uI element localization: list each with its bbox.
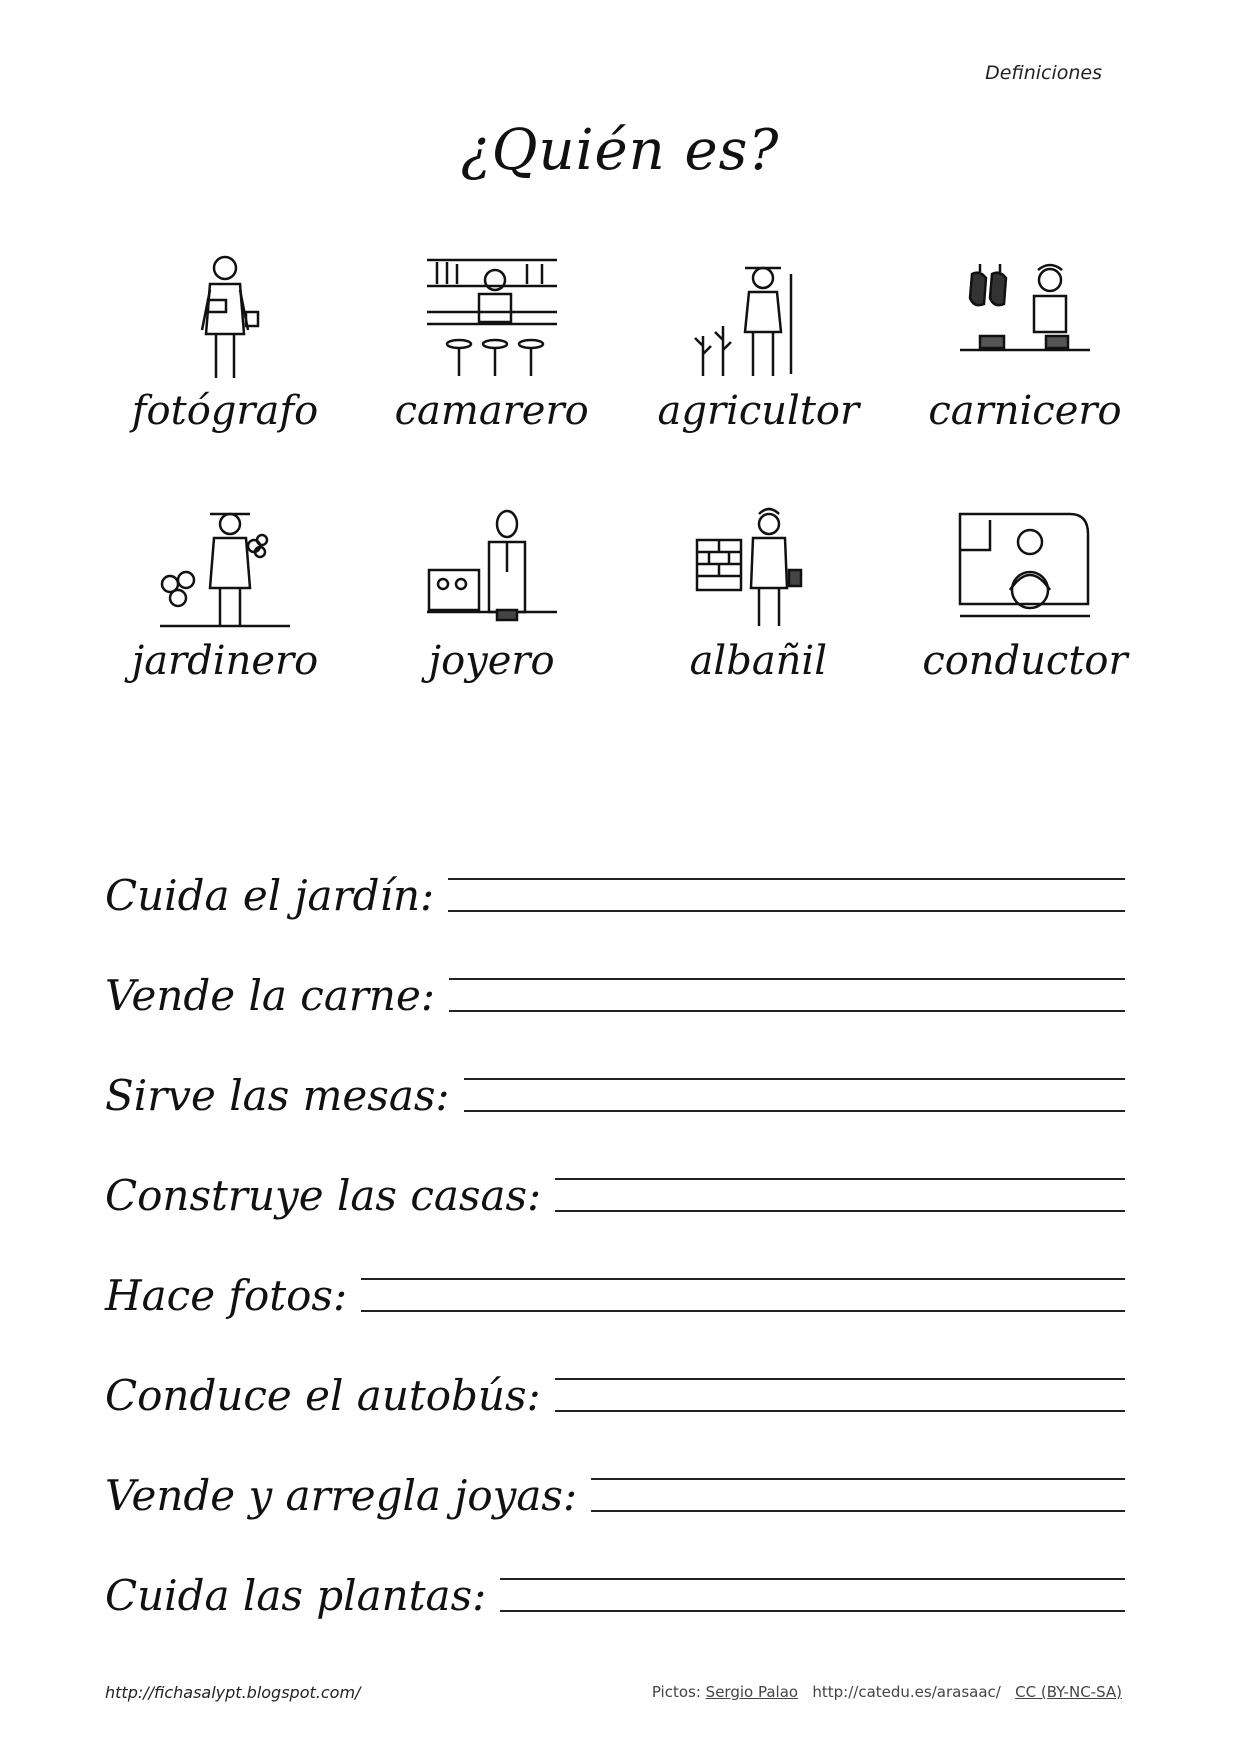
profession-word: camarero — [394, 388, 589, 434]
definition-label: Sirve las mesas: — [105, 1071, 450, 1120]
credits-prefix: Pictos: — [651, 1683, 701, 1701]
professions-row-1 — [110, 250, 1140, 500]
profession-word: carnicero — [928, 388, 1122, 434]
profession-word: fotógrafo — [131, 388, 319, 434]
definition-row — [105, 1120, 1125, 1220]
answer-line[interactable] — [555, 1178, 1125, 1212]
footer-site-link[interactable]: http://fichasalypt.blogspot.com/ — [105, 1683, 361, 1702]
profession-card — [377, 500, 607, 750]
profession-card — [910, 250, 1140, 500]
definition-row — [105, 820, 1125, 920]
gardener-icon — [150, 500, 300, 630]
waiter-icon — [417, 250, 567, 380]
farmer-icon — [683, 250, 833, 380]
answer-line[interactable] — [591, 1478, 1125, 1512]
arasaac-url[interactable]: http://catedu.es/arasaac/ — [812, 1683, 1001, 1701]
profession-card — [910, 500, 1140, 750]
definition-label: Hace fotos: — [105, 1271, 348, 1320]
profession-word: jardinero — [131, 638, 319, 684]
answer-line[interactable] — [449, 978, 1125, 1012]
answer-line[interactable] — [361, 1278, 1125, 1312]
professions-grid — [110, 250, 1140, 750]
footer-credits — [652, 1683, 1122, 1701]
profession-word: conductor — [922, 638, 1128, 684]
profession-word: agricultor — [657, 388, 860, 434]
professions-row-2 — [110, 500, 1140, 750]
profession-card — [377, 250, 607, 500]
definition-label: Cuida las plantas: — [105, 1571, 487, 1620]
profession-word: albañil — [689, 638, 828, 684]
definition-row — [105, 1320, 1125, 1420]
profession-card — [110, 500, 340, 750]
definitions-list — [105, 820, 1125, 1620]
page-title: ¿Quién es? — [460, 118, 780, 183]
profession-card — [643, 500, 873, 750]
profession-card — [110, 250, 340, 500]
definition-label: Vende y arregla joyas: — [105, 1471, 578, 1520]
definition-label: Vende la carne: — [105, 971, 435, 1020]
definition-row — [105, 1020, 1125, 1120]
definition-label: Conduce el autobús: — [105, 1371, 541, 1420]
definition-row — [105, 1520, 1125, 1620]
answer-line[interactable] — [555, 1378, 1125, 1412]
definition-row — [105, 1420, 1125, 1520]
profession-card — [643, 250, 873, 500]
photographer-icon — [150, 250, 300, 380]
license-link[interactable]: CC (BY-NC-SA) — [1015, 1683, 1122, 1701]
bricklayer-icon — [683, 500, 833, 630]
answer-line[interactable] — [500, 1578, 1125, 1612]
butcher-icon — [950, 250, 1100, 380]
definition-row — [105, 920, 1125, 1020]
definition-row — [105, 1220, 1125, 1320]
answer-line[interactable] — [448, 878, 1125, 912]
answer-line[interactable] — [464, 1078, 1125, 1112]
profession-word: joyero — [428, 638, 555, 684]
jeweler-icon — [417, 500, 567, 630]
definition-label: Construye las casas: — [105, 1171, 542, 1220]
definition-label: Cuida el jardín: — [105, 871, 435, 920]
driver-icon — [950, 500, 1100, 630]
header-tag: Definiciones — [985, 62, 1102, 84]
author-link[interactable]: Sergio Palao — [705, 1683, 799, 1701]
